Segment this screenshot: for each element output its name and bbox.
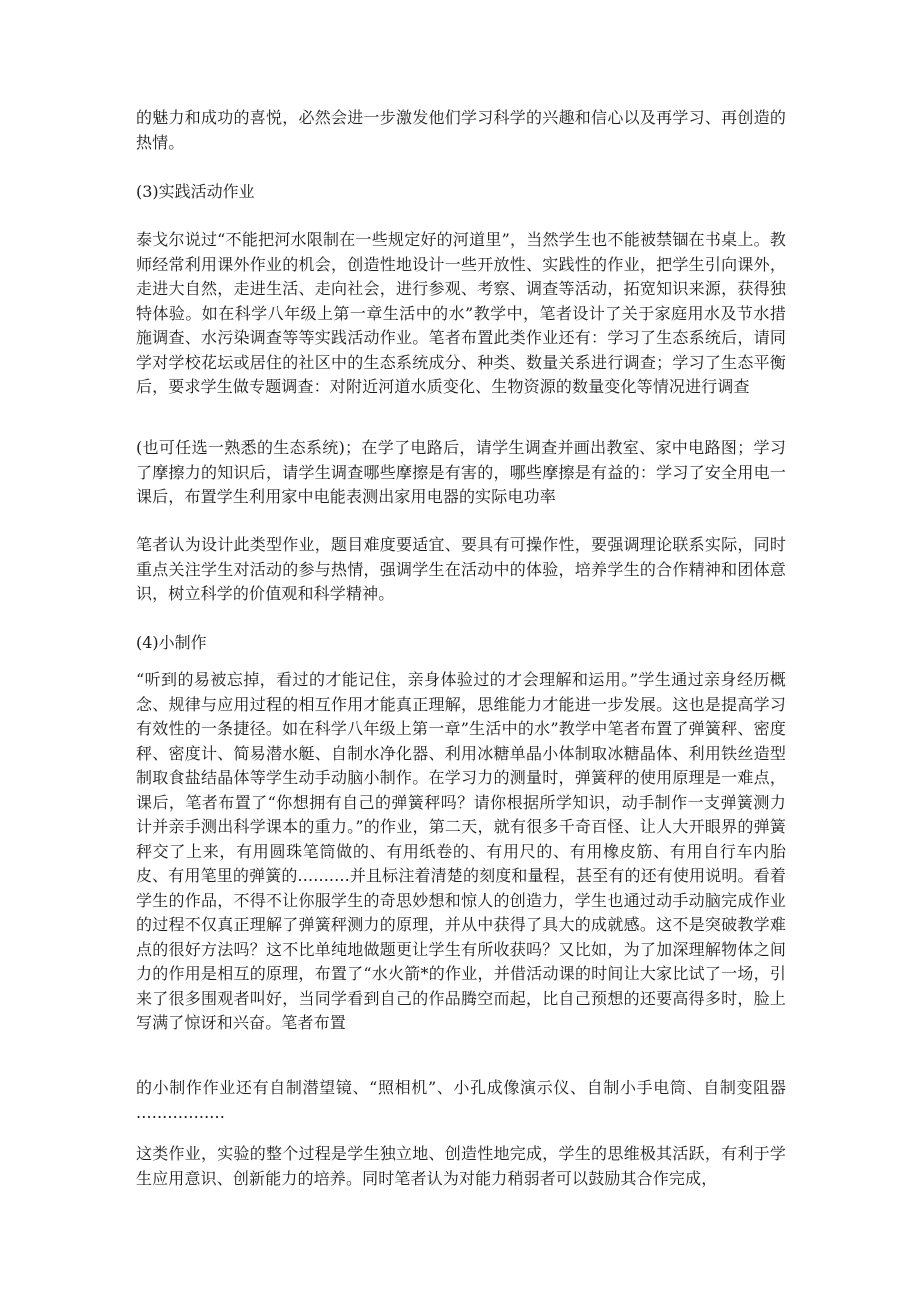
paragraph-practice-activity: 泰戈尔说过“不能把河水限制在一些规定好的河道里”，当然学生也不能被禁锢在书桌上。教师经常利用课外作业的机会，创造性地设计一些开放性、实践性的作业，把学生引向课外，走进大自然，走进生活、走向社会，进行参观、考察、调查等活动，拓宽知识来源，获得独特体验。如在科学八年级上第一章生活中的水”教学中，笔者设计了关于家庭用水及节水措施调查、水污染调查等等实践活动作业。笔者布置此类作业还有：学习了生态系统后，请同学对学校花坛或居住的社区中的生态系统成分、种类、数量关系进行调查；学习了生态平衡后，要求学生做专题调查：对附近河道水质变化、生物资源的数量变化等情况进行调查 bbox=[136, 230, 786, 396]
paragraph-practice-examples: (也可任选一熟悉的生态系统)；在学了电路后，请学生调查并画出教室、家中电路图；学习了摩擦力的知识后，请学生调查哪些摩擦是有害的，哪些摩擦是有益的：学习了安全用电一课后，布置学生利用家中电能表测出家用电器的实际电功率 bbox=[136, 438, 786, 506]
paragraph-small-crafts: “听到的易被忘掉，看过的才能记住，亲身体验过的才会理解和运用。”学生通过亲身经历概念、规律与应用过程的相互作用才能真正理解，思维能力才能进一步发展。这也是提高学习有效性的一条捷径。如在科学八年级上第一章”生活中的水”教学中笔者布置了弹簧秤、密度秤、密度计、简易潜水艇、自制水净化器、利用冰糖单晶小体制取冰糖晶体、利用铁丝造型制取食盐结晶体等学生动手动脑小制作。在学习力的测量时，弹簧秤的使用原理是一难点，课后，笔者布置了“你想拥有自己的弹簧秤吗？请你根据所学知识，动手制作一支弹簧测力计并亲手测出科学课本的重力。”的作业，第二天，就有很多千奇百怪、让人大开眼界的弹簧秤交了上来，有用圆珠笔筒做的、有用纸卷的、有用尺的、有用橡皮筋、有用自行车内胎皮、有用笔里的弹簧的..........并且标注着清楚的刻度和量程，甚至有的还有使用说明。看着学生的作品，不得不让你服学生的奇思妙想和惊人的创造力，学生也通过动手动脑完成作业的过程不仅真正理解了弹簧秤测力的原理，并从中获得了具大的成就感。这不是突破教学难点的很好方法吗？这不比单纯地做题更让学生有所收获吗？又比如，为了加深理解物体之间力的作用是相互的原理，布置了“水火箭*的作业，并借活动课的时间让大家比试了一场，引来了很多围观者叫好，当同学看到自己的作品腾空而起，比自己预想的还要高得多时，脸上写满了惊讶和兴奋。笔者布置 bbox=[136, 670, 786, 1032]
paragraph-intro-continuation: 的魅力和成功的喜悦，必然会进一步激发他们学习科学的兴趣和信心以及再学习、再创造的热情。 bbox=[136, 108, 786, 152]
paragraph-crafts-benefits: 这类作业，实验的整个过程是学生独立地、创造性地完成，学生的思维极其活跃，有利于学生应用意识、创新能力的培养。同时笔者认为对能力稍弱者可以鼓励其合作完成， bbox=[136, 1144, 786, 1188]
section-heading-practice-activity: (3)实践活动作业 bbox=[136, 182, 255, 201]
paragraph-small-crafts-list: 的小制作作业还有自制潜望镜、“照相机”、小孔成像演示仪、自制小手电筒、自制变阻器 ................. bbox=[136, 1078, 786, 1122]
paragraph-practice-design-notes: 笔者认为设计此类型作业，题目难度要适宜、要具有可操作性，要强调理论联系实际，同时重点关注学生对活动的参与热情，强调学生在活动中的体验，培养学生的合作精神和团体意识，树立科学的价值观和科学精神。 bbox=[136, 535, 786, 603]
section-heading-small-crafts: (4)小制作 bbox=[136, 633, 207, 652]
